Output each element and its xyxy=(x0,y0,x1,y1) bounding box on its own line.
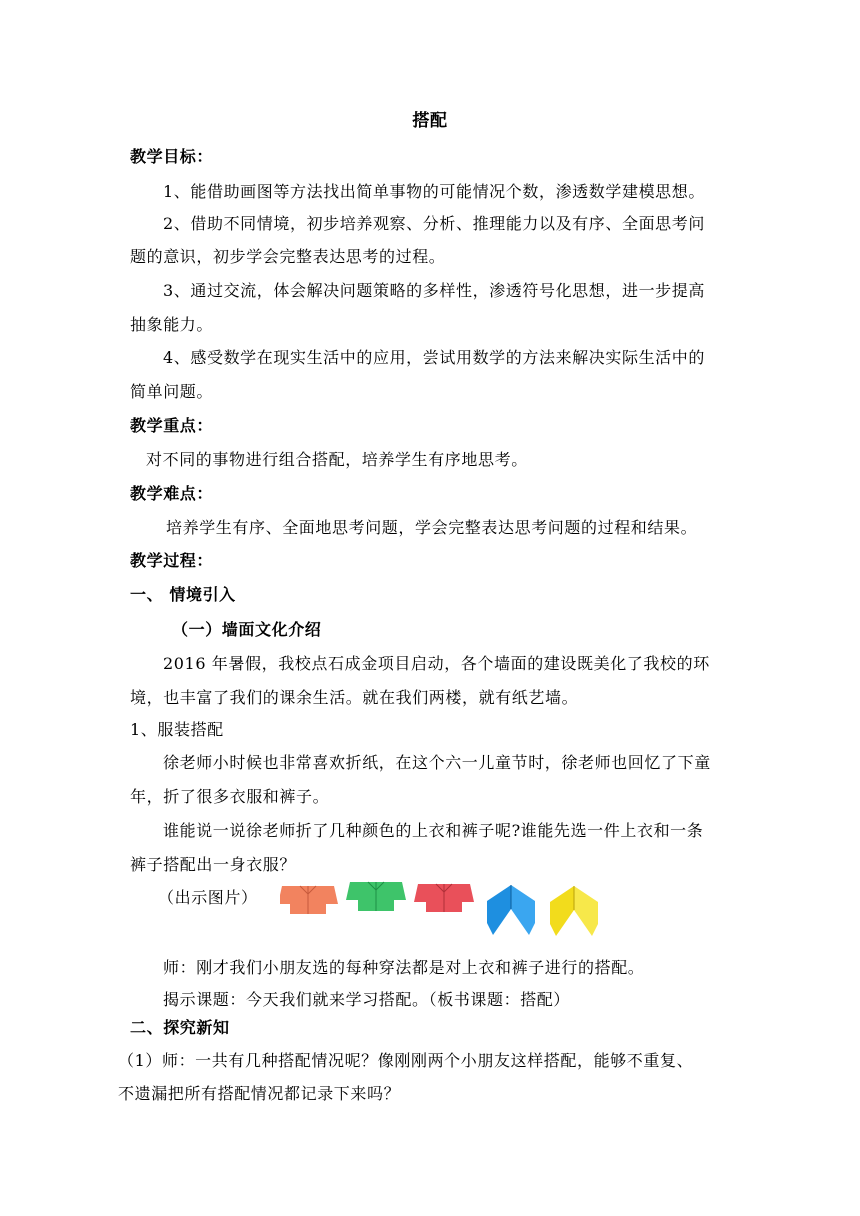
difficulties-text: 培养学生有序、全面地思考问题，学会完整表达思考问题的过程和结果。 xyxy=(166,518,698,537)
yellow-pants-image xyxy=(550,886,598,936)
paragraph-4: 师：刚才我们小朋友选的每种穿法都是对上衣和裤子进行的搭配。 xyxy=(163,958,645,977)
objective-2-line-1: 2、借助不同情境，初步培养观察、分析、推理能力以及有序、全面思考问 xyxy=(163,214,705,233)
orange-shirt-image xyxy=(280,886,338,914)
objective-4-line-1: 4、感受数学在现实生活中的应用，尝试用数学的方法来解决实际生活中的 xyxy=(163,348,705,367)
paragraph-1-line-2: 境，也丰富了我们的课余生活。就在我们两楼，就有纸艺墙。 xyxy=(130,688,579,707)
show-picture-label: （出示图片） xyxy=(158,888,258,907)
subsection-1-heading: （一）墙面文化介绍 xyxy=(172,620,322,639)
heading-objectives: 教学目标： xyxy=(130,147,214,166)
heading-process: 教学过程： xyxy=(130,551,214,570)
objective-1: 1、能借助画图等方法找出简单事物的可能情况个数，渗透数学建模思想。 xyxy=(163,182,705,201)
paragraph-2-line-1: 徐老师小时候也非常喜欢折纸，在这个六一儿童节时，徐老师也回忆了下童 xyxy=(163,753,711,772)
objective-3-line-2: 抽象能力。 xyxy=(130,315,214,334)
objective-3-line-1: 3、通过交流，体会解决问题策略的多样性，渗透符号化思想，进一步提高 xyxy=(163,281,705,300)
item-1-heading: 1、服装搭配 xyxy=(130,720,224,739)
heading-difficulties: 教学难点： xyxy=(130,484,214,503)
clothing-pictures xyxy=(280,880,610,940)
red-shirt-image xyxy=(414,884,474,912)
paragraph-6-line-2: 不遗漏把所有搭配情况都记录下来吗？ xyxy=(118,1084,401,1103)
green-shirt-image xyxy=(346,882,406,911)
objective-4-line-2: 简单问题。 xyxy=(130,382,214,401)
section-2-heading: 二、探究新知 xyxy=(130,1018,230,1037)
paragraph-5: 揭示课题：今天我们就来学习搭配。（板书课题：搭配） xyxy=(163,990,571,1009)
paragraph-3-line-1: 谁能说一说徐老师折了几种颜色的上衣和裤子呢?谁能先选一件上衣和一条 xyxy=(163,821,704,840)
paragraph-1-line-1: 2016 年暑假，我校点石成金项目启动，各个墙面的建设既美化了我校的环 xyxy=(163,654,710,673)
paragraph-3-line-2: 裤子搭配出一身衣服？ xyxy=(130,855,297,874)
blue-pants-image xyxy=(487,885,535,935)
paragraph-2-line-2: 年，折了很多衣服和裤子。 xyxy=(130,787,330,806)
heading-key-points: 教学重点： xyxy=(130,416,214,435)
doc-title: 搭配 xyxy=(412,111,448,131)
key-points-text: 对不同的事物进行组合搭配，培养学生有序地思考。 xyxy=(146,450,528,469)
paragraph-6-line-1: （1）师：一共有几种搭配情况呢？像刚刚两个小朋友这样搭配，能够不重复、 xyxy=(118,1051,694,1070)
objective-2-line-2: 题的意识，初步学会完整表达思考的过程。 xyxy=(130,247,446,266)
section-1-heading: 一、 情境引入 xyxy=(130,585,236,604)
